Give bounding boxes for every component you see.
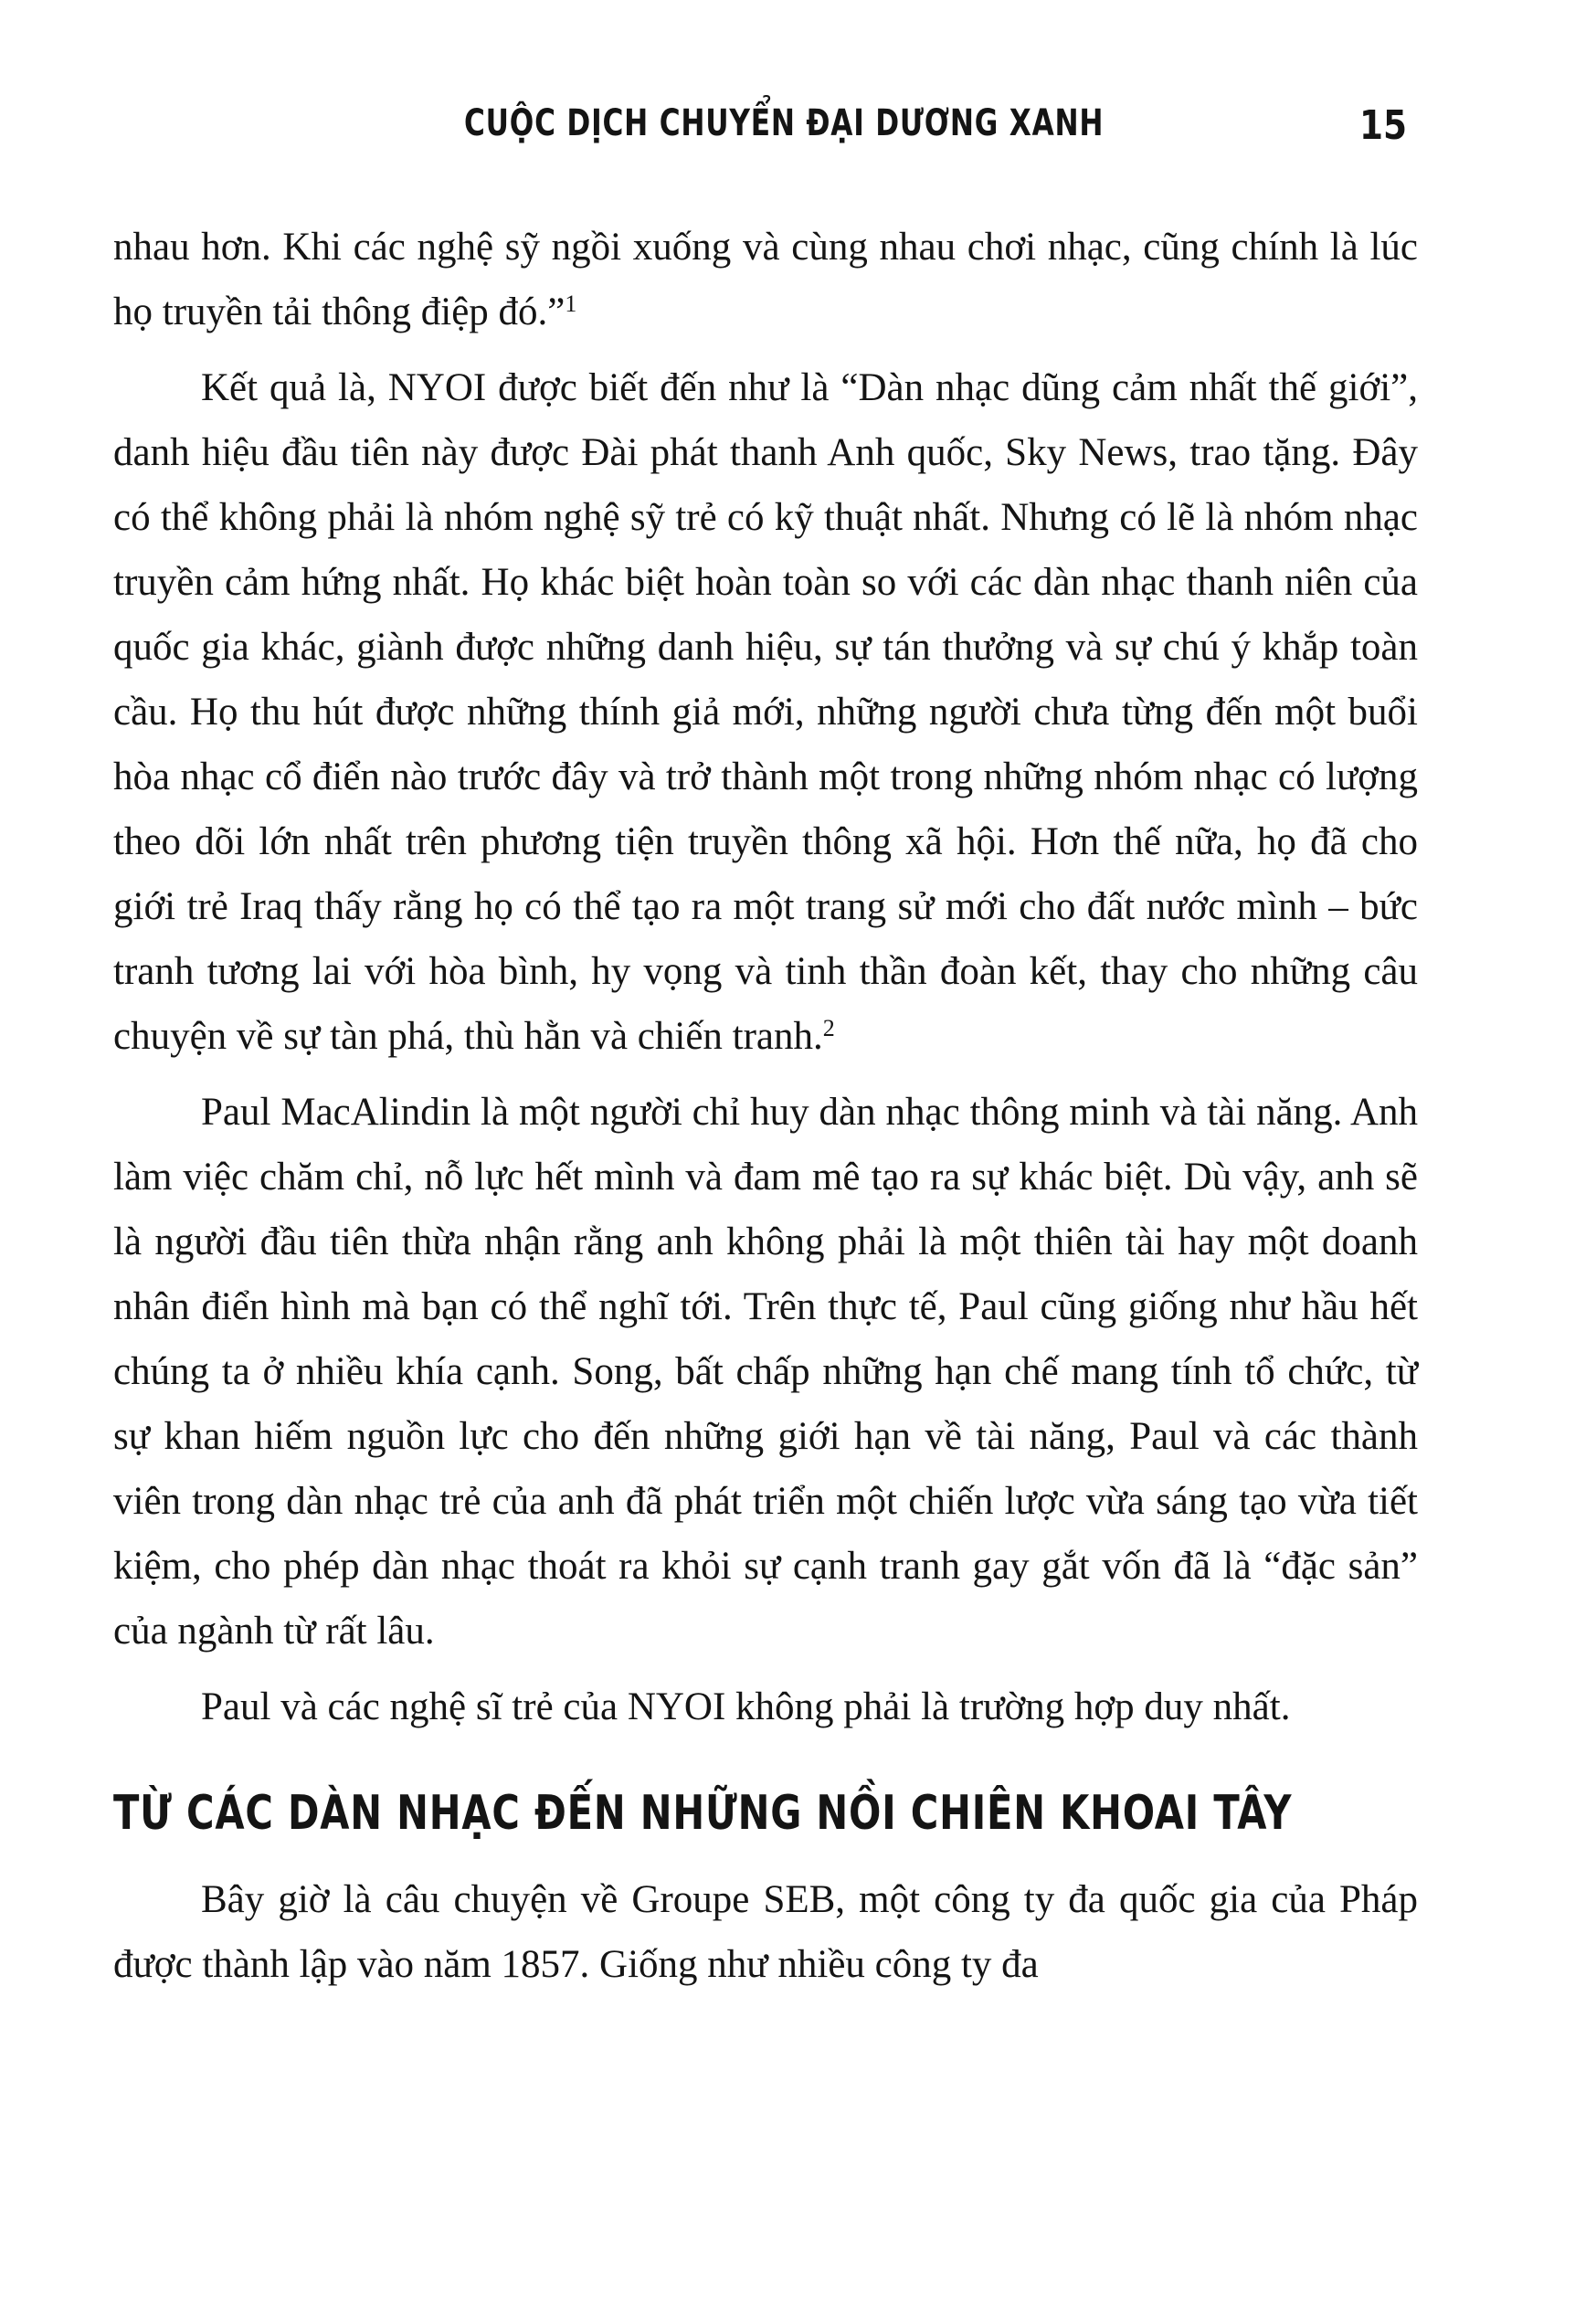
footnote-ref-2: 2 bbox=[822, 1015, 835, 1041]
page-number: 15 bbox=[1359, 102, 1408, 149]
footnote-ref-1: 1 bbox=[565, 290, 577, 317]
paragraph-5: Bây giờ là câu chuyện về Groupe SEB, một công ty đa quốc gia của Pháp được thành lập vào năm 1857. Giống như nhiều công ty đa bbox=[113, 1878, 1418, 1986]
running-header bbox=[0, 99, 1575, 172]
running-title: CUỘC DỊCH CHUYỂN ĐẠI DƯƠNG XANH bbox=[464, 102, 1105, 144]
paragraph-1-text: nhau hơn. Khi các nghệ sỹ ngồi xuống và cùng nhau chơi nhạc, cũng chính là lúc họ truyền tải thông điệp đó.” bbox=[113, 226, 1418, 333]
paragraph-3: Paul MacAlindin là một người chỉ huy dàn nhạc thông minh và tài năng. Anh làm việc chăm chỉ, nỗ lực hết mình và đam mê tạo ra sự khác biệt. Dù vậy, anh sẽ là người đầu tiên thừa nhận rằng anh không phải là một thiên tài hay một doanh nhân điển hình mà bạn có thể nghĩ tới. Trên thực tế, Paul cũng giống như hầu hết chúng ta ở nhiều khía cạnh. Song, bất chấp những hạn chế mang tính tổ chức, từ sự khan hiếm nguồn lực cho đến những giới hạn về tài năng, Paul và các thành viên trong dàn nhạc trẻ của anh đã phát triển một chiến lược vừa sáng tạo vừa tiết kiệm, cho phép dàn nhạc thoát ra khỏi sự cạnh tranh gay gắt vốn đã là “đặc sản” của ngành từ rất lâu. bbox=[113, 1091, 1418, 1653]
paragraph-4: Paul và các nghệ sĩ trẻ của NYOI không phải là trường hợp duy nhất. bbox=[201, 1685, 1291, 1728]
body-text bbox=[113, 215, 1418, 1997]
paragraph-1 bbox=[113, 215, 1418, 344]
section-heading: TỪ CÁC DÀN NHẠC ĐẾN NHỮNG NỒI CHIÊN KHOAI TÂY bbox=[113, 1786, 1293, 1841]
paragraph-2-text: Kết quả là, NYOI được biết đến như là “Dàn nhạc dũng cảm nhất thế giới”, danh hiệu đầu tiên này được Đài phát thanh Anh quốc, Sky News, trao tặng. Đây có thể không phải là nhóm nghệ sỹ trẻ có kỹ thuật nhất. Nhưng có lẽ là nhóm nhạc truyền cảm hứng nhất. Họ khác biệt hoàn toàn so với các dàn nhạc thanh niên của quốc gia khác, giành được những danh hiệu, sự tán thưởng và sự chú ý khắp toàn cầu. Họ thu hút được những thính giả mới, những người chưa từng đến một buổi hòa nhạc cổ điển nào trước đây và trở thành một trong những nhóm nhạc có lượng theo dõi lớn nhất trên phương tiện truyền thông xã hội. Hơn thế nữa, họ đã cho giới trẻ Iraq thấy rằng họ có thể tạo ra một trang sử mới cho đất nước mình – bức tranh tương lai với hòa bình, hy vọng và tinh thần đoàn kết, thay cho những câu chuyện về sự tàn phá, thù hằn và chiến tranh. bbox=[113, 366, 1418, 1058]
paragraph-2 bbox=[113, 355, 1418, 1069]
